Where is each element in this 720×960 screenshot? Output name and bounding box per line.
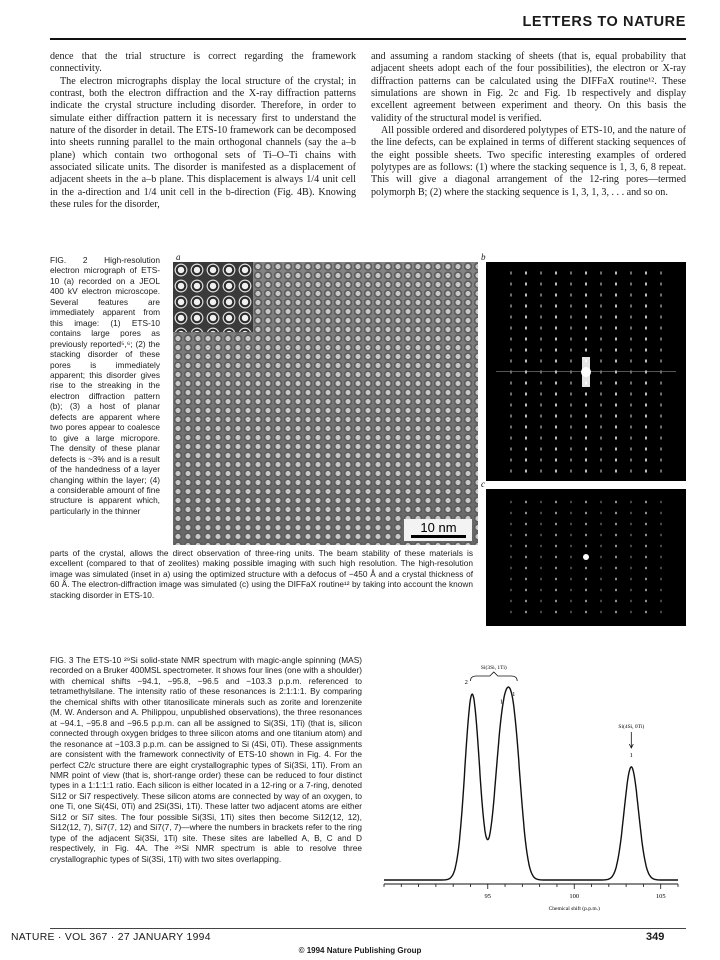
copyright-notice: © 1994 Nature Publishing Group <box>298 946 422 955</box>
header-rule <box>50 38 686 40</box>
fig2-diffraction-pattern-b <box>486 262 686 481</box>
peak-intensity-label: 1 <box>629 751 633 759</box>
annotation-label: Si(4Si, 0Ti) <box>618 724 645 730</box>
x-axis-tick-label: 105 <box>655 893 666 900</box>
scale-bar-label: 10 nm <box>420 520 457 535</box>
diffraction-pattern-c-graphic <box>486 489 686 626</box>
fig2-caption-full-text: parts of the crystal, allows the direct observation of three-ring units. The beam stability of these materials is excellent (compared to that of zeolites) making possible imaging with such high resolution. The high-resolution image was simulated (inset in a) using the optimized structure with a defocus of −450 Å and a crystal thickness of 60 Å. The electron-diffraction image was simulated (c) using the DIFFaX routine¹² by taking into account the known stacking disorder in ETS-10. <box>50 548 473 600</box>
fig2-caption-full <box>50 548 473 600</box>
fig2-panel-label-c: c <box>481 479 485 489</box>
annotation-arrow <box>629 732 633 748</box>
fig3-nmr-spectrum <box>376 652 686 920</box>
fig2-diffraction-pattern-c <box>486 489 686 626</box>
peak-intensity-label: 1 <box>499 698 504 706</box>
diffraction-pattern-b-graphic <box>486 262 686 481</box>
scale-bar <box>411 535 466 538</box>
annotation-bracket <box>470 672 517 681</box>
fig2-caption-side <box>50 255 160 516</box>
body-paragraph: and assuming a random stacking of sheets (that is, equal probability that adjacent sheets adopt each of the four possibilities), the electron or X-ray diffraction patterns can be calculated using the DIFFaX routine¹². These simulations are shown in Fig. 2c and Fig. 1b respectively and display excellent agreement between experiment and theory. On this basis the validity of the structural model is verified. <box>371 51 686 124</box>
x-axis-tick-label: 100 <box>569 893 580 900</box>
fig2-panel-label-b: b <box>481 252 486 262</box>
nmr-spectrum-line <box>384 687 678 880</box>
body-paragraph: dence that the trial structure is correct regarding the framework connectivity. <box>50 51 356 75</box>
x-axis-label: Chemical shift (p.p.m.) <box>548 906 600 912</box>
journal-section-header: LETTERS TO NATURE <box>522 14 686 30</box>
nmr-spectrum-chart <box>376 652 686 920</box>
fig2-caption-side-text: FIG. 2 High-resolution electron micrograph of ETS-10 (a) recorded on a JEOL 400 kV electron microscope. Several features are immediately apparent from this image: (1) ETS-10 contains large pores as previously reported⁵,⁶; (2) the stacking disorder of these pores is immediately apparent; this disorder gives rise to the streaking in the electron diffraction pattern (b); (3) a host of planar defects are apparent where two pores appear to coalesce to give a large micropore. The density of these planar defects is ~3% and is a result of the handedness of a layer changing within the layer; (4) a considerable amount of fine structure is apparent which, particularly in the thinner <box>50 255 160 516</box>
x-axis-tick-label: 95 <box>484 893 492 900</box>
fig3-caption <box>50 655 362 864</box>
footer-journal-info: NATURE · VOL 367 · 27 JANUARY 1994 <box>11 932 211 943</box>
body-paragraph: The electron micrographs display the local structure of the crystal; in contrast, both the electron diffraction and the X-ray diffraction patterns indicate the crystal structure including disorder. Therefore, in order to simulate either diffraction pattern it is necessary first to understand the nature of the disorder in detail. The ETS-10 framework can be decomposed into sheets running parallel to the main orthogonal channels (say the a–b plane) which contain two orthogonal sets of Ti–O–Ti chains with associated silicate units. The disorder is manifested as a displacement of adjacent sheets in the a–b plane. This displacement is always 1/4 unit cell in the a-direction and 1/4 unit cell in the b-direction (Fig. 4B). Knowing these rules for the disorder, <box>50 75 356 211</box>
fig2-simulated-inset-image <box>173 262 253 332</box>
peak-intensity-label: 2 <box>464 679 468 687</box>
body-column-left <box>50 51 356 211</box>
peak-intensity-label: 1 <box>512 690 516 698</box>
fig2-panel-label-a: a <box>176 252 181 262</box>
page-number: 349 <box>646 931 665 943</box>
body-column-right <box>371 51 686 199</box>
fig3-caption-text: FIG. 3 The ETS-10 ²⁹Si solid-state NMR spectrum with magic-angle spinning (MAS) recorded on a Bruker 400MSL spectrometer. It shows four lines (one with a shoulder) with chemical shifts −94.1, −95.8, −96.5 and −103.3 p.p.m. referenced to tetramethylsilane. The intensity ratio of these resonances is 2:1:1:1. By comparing the chemical shifts with other titanosilicate minerals such as zorite and lorenzenite (M. W. Anderson and A. Philippou, unpublished observations), the three resonances at −94.1, −95.8 and −96.5 p.p.m. can all be assigned to Si(3Si, 1Ti) (that is, silicon connected through oxygen bridges to three silicon atoms and one titanium atom) and the resonance at −103.3 p.p.m. can be assigned to Si (4Si, 0Ti). These assignments are consistent with the framework connectivity of ETS-10 shown in Fig. 4. For the perfect C2/c structure there are eight crystallographic types of Si(3Si, 1Ti). From an NMR point of view (that is, short-range order) these can be reduced to four distinct types in a 1:1:1:1 ratio. Each silicon is either located in a 12-ring or a 7-ring, denoted Si12 or Si7 respectively. These silicon atoms are connected by way of an oxygen, to one Ti, one Si(4Si, 0Ti) and 2Si(3Si, 1Ti). These latter two adjacent atoms are either Si12 or Si7 sites. The four possible Si(3Si, 1Ti) sites then become Si12(12, 12), Si12(12, 7), Si7(7, 12) and Si7(7, 7)—where the numbers in brackets refer to the ring type of the adjacent Si(3Si, 1Ti) site. These sites are labelled A, B, C and D respectively, in Fig. 4A. The ²⁹Si NMR spectrum is able to resolve three crystallographic types of Si(3Si, 1Ti) with two sites overlapping. <box>50 655 362 864</box>
footer-rule <box>50 928 686 929</box>
annotation-label: Si(3Si, 1Ti) <box>480 665 507 671</box>
body-paragraph: All possible ordered and disordered polytypes of ETS-10, and the nature of the line defects, can be explained in terms of different stacking sequences of the eight possible sheets. Two specific interesting examples of ordered polytypes are as follows: (1) where the stacking sequence is 1, 3, 6, 8 repeat. This will give a diagonal arrangement of the 12-ring pores—termed polymorph B; (2) where the stacking sequence is 1, 3, 1, 3, . . . and so on. <box>371 125 686 198</box>
